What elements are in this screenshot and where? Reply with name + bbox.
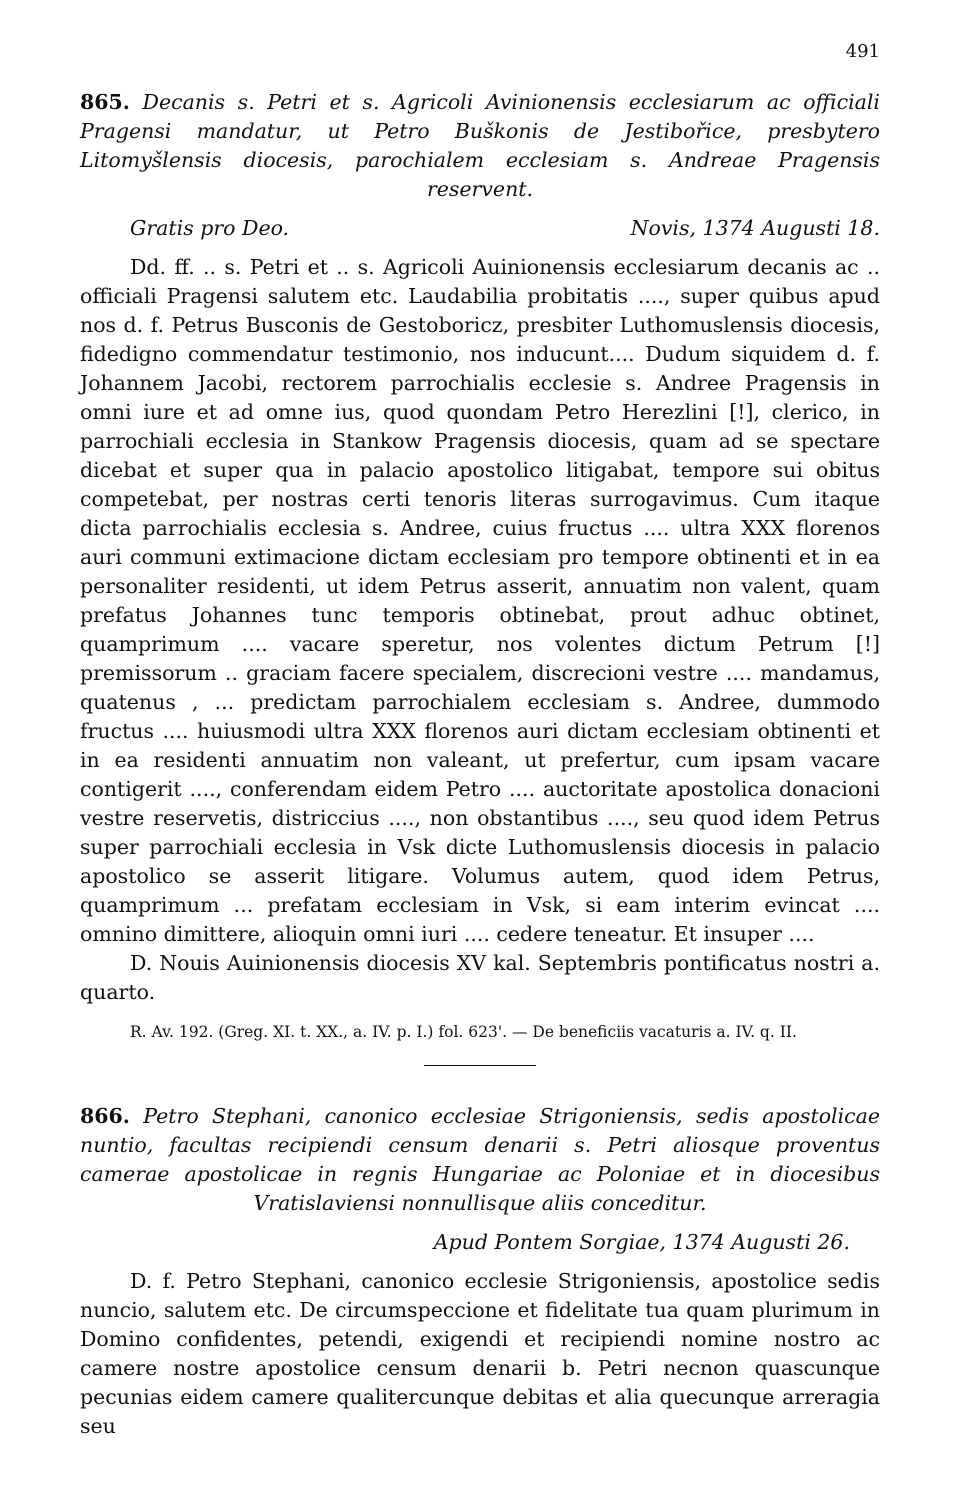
fee-note: Gratis pro Deo.	[130, 216, 290, 240]
source-footnote: R. Av. 192. (Greg. XI. t. XX., a. IV. p. I.) fol. 623'. — De beneficiis vacaturis a. IV. q. II.	[130, 1023, 797, 1041]
entry-date: Apud Pontem Sorgiae, 1374 Augusti 26.	[433, 1230, 850, 1254]
entry-summary: Decanis s. Petri et s. Agricoli Avinionensis ecclesiarum ac officiali Pragensi mandatur, ut Petro Buškonis de Jestibořice, presbytero Litomyšlensis diocesis, parochialem ecclesiam s. Andreae Pragensis reservent.	[80, 90, 880, 201]
document-page	[80, 40, 880, 1441]
entry-date: Novis, 1374 Augusti 18.	[630, 216, 880, 240]
body-paragraph: D. f. Petro Stephani, canonico ecclesie Strigoniensis, apostolice sedis nuncio, salutem etc. De circumspeccione et fidelitate tua quam plurimum in Domino confidentes, petendi, exigendi et recipiendi nomine nostro ac camere nostre apostolice censum denarii b. Petri necnon quascunque pecunias eidem camere qualitercunque debitas et alia quecunque arreragia seu	[80, 1269, 880, 1438]
dateline	[80, 214, 880, 243]
closing-paragraph: D. Nouis Auinionensis diocesis XV kal. Septembris pontificatus nostri a. quarto.	[80, 951, 880, 1004]
entry-number: 866.	[80, 1104, 130, 1128]
entry-866	[80, 1102, 880, 1441]
entry-number: 865.	[80, 90, 130, 114]
body-paragraph: Dd. ff. .. s. Petri et .. s. Agricoli Auinionensis ecclesiarum decanis ac .. officiali Pragensi salutem etc. Laudabilia probitatis ...., super quibus apud nos d. f. Petrus Busconis de Gestoboricz, presbiter Luthomuslensis diocesis, fidedigno commendatur testimonio, nos inducunt.... Dudum siquidem d. f. Johannem Jacobi, rectorem parrochialis ecclesie s. Andree Pragensis in omni iure et ad omne ius, quod quondam Petro Herezlini [!], clerico, in parrochiali ecclesia in Stankow Pragensis diocesis, quam ad se spectare dicebat et super qua in palacio apostolico litigabat, tempore sui obitus competebat, per nostras certi tenoris literas surrogavimus. Cum itaque dicta parrochialis ecclesia s. Andree, cuius fructus .... ultra XXX florenos auri communi extimacione dictam ecclesiam pro tempore obtinenti et in ea personaliter residenti, ut idem Petrus asserit, annuatim non valent, quam prefatus Johannes tunc temporis obtinebat, prout adhuc obtinet, quamprimum .... vacare speretur, nos volentes dictum Petrum [!] premissorum .. graciam facere specialem, discrecioni vestre .... mandamus, quatenus , ... predictam parrochialem ecclesiam s. Andree, dummodo fructus .... huiusmodi ultra XXX florenos auri dictam ecclesiam obtinenti et in ea residenti annuatim non valeant, ut prefertur, cum ipsam vacare contigerit ...., conferendam eidem Petro .... auctoritate apostolica donacioni vestre reservetis, districcius ...., non obstantibus ...., seu quod idem Petrus super parrochiali ecclesia in Vsk dicte Luthomuslensis diocesis in palacio apostolico se asserit litigare. Volumus autem, quod idem Petrus, quamprimum ... prefatam ecclesiam in Vsk, si eam interim evincat .... omnino dimittere, alioquin omni iuri .... cedere teneatur. Et insuper ....	[80, 255, 880, 946]
dateline	[80, 1228, 880, 1257]
entry-summary: Petro Stephani, canonico ecclesiae Strigoniensis, sedis apostolicae nuntio, facultas recipiendi censum denarii s. Petri aliosque proventus camerae apostolicae in regnis Hungariae ac Poloniae et in diocesibus Vratislaviensi nonnullisque aliis conceditur.	[80, 1104, 880, 1215]
entry-heading	[80, 88, 880, 204]
page-number: 491	[845, 41, 880, 62]
section-divider	[424, 1065, 536, 1066]
entry-865	[80, 88, 880, 1043]
entry-heading	[80, 1102, 880, 1218]
